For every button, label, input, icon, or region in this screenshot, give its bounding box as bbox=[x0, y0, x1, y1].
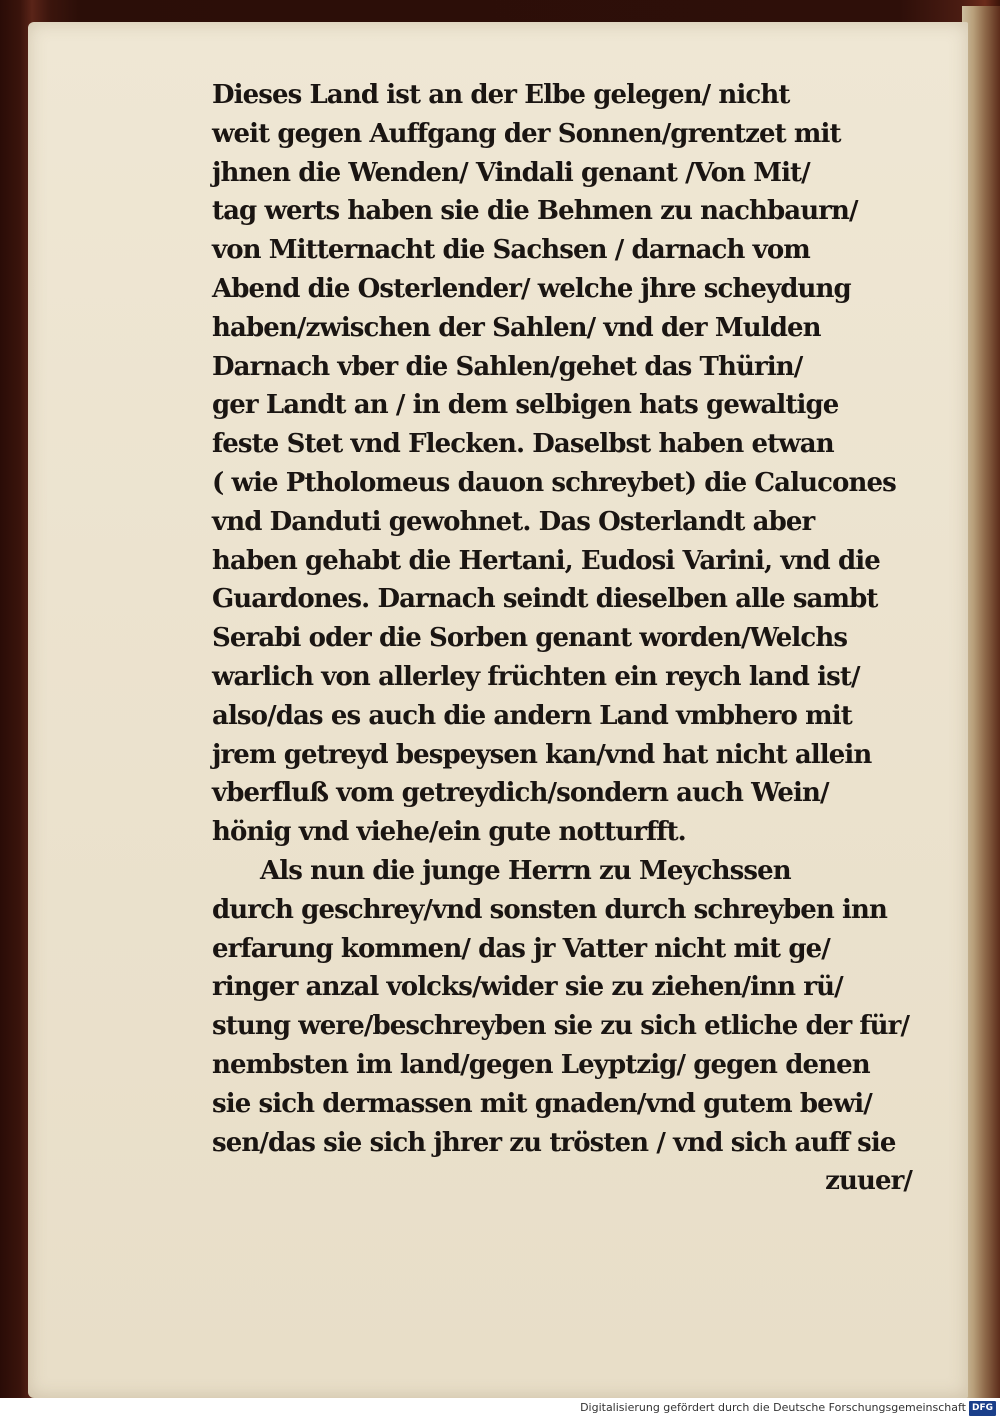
text-line: sie sich dermassen mit gnaden/vnd gutem bewi/ bbox=[212, 1088, 872, 1119]
footer-bar bbox=[0, 1398, 1000, 1420]
text-line: hönig vnd viehe/ein gute notturfft. bbox=[212, 817, 686, 848]
text-line: erfarung kommen/ das jr Vatter nicht mit ge/ bbox=[212, 933, 830, 964]
text-line: vnd Danduti gewohnet. Das Osterlandt aber bbox=[212, 506, 815, 537]
text-line: Dieses Land ist an der Elbe gelegen/ nicht bbox=[212, 80, 790, 110]
text-line: sen/das sie sich jhrer zu trösten / vnd sich auff sie bbox=[212, 1127, 896, 1158]
text-line: haben gehabt die Hertani, Eudosi Varini, vnd die bbox=[212, 545, 880, 576]
text-line: Serabi oder die Sorben genant worden/Welchs bbox=[212, 623, 848, 654]
text-line: ( wie Ptholomeus dauon schreybet) die Calucones bbox=[212, 467, 896, 498]
text-line: von Mitternacht die Sachsen / darnach vom bbox=[212, 235, 810, 266]
text-line: jhnen die Wenden/ Vindali genant /Von Mit/ bbox=[212, 157, 810, 188]
text-line: warlich von allerley früchten ein reych land ist/ bbox=[212, 661, 860, 692]
text-line: ringer anzal volcks/wider sie zu ziehen/inn rü/ bbox=[212, 972, 843, 1003]
text-line: haben/zwischen der Sahlen/ vnd der Mulden bbox=[212, 312, 821, 343]
text-line: weit gegen Auffgang der Sonnen/grentzet mit bbox=[212, 118, 841, 149]
text-line: Guardones. Darnach seindt dieselben alle sambt bbox=[212, 584, 878, 615]
text-line: Darnach vber die Sahlen/gehet das Thürin/ bbox=[212, 351, 803, 382]
text-line: Als nun die junge Herrn zu Meychssen bbox=[260, 855, 791, 886]
catchword: zuuer/ bbox=[825, 1166, 912, 1197]
text-line: feste Stet vnd Flecken. Daselbst haben etwan bbox=[212, 429, 834, 460]
text-line: Abend die Osterlender/ welche jhre scheydung bbox=[212, 273, 851, 304]
text-line: nembsten im land/gegen Leyptzig/ gegen denen bbox=[212, 1049, 870, 1080]
funding-credit: Digitalisierung gefördert durch die Deutsche Forschungsgemeinschaft bbox=[580, 1401, 966, 1414]
text-line: ger Landt an / in dem selbigen hats gewaltige bbox=[212, 390, 839, 421]
text-line: durch geschrey/vnd sonsten durch schreyben inn bbox=[212, 894, 888, 925]
body-text bbox=[212, 76, 952, 1201]
text-line: stung were/beschreyben sie zu sich etliche der für/ bbox=[212, 1011, 910, 1042]
text-line: vberfluß vom getreydich/sondern auch Wein/ bbox=[212, 778, 829, 809]
dfg-logo: DFG bbox=[969, 1401, 996, 1416]
text-line: tag werts haben sie die Behmen zu nachbaurn/ bbox=[212, 196, 858, 227]
paper-page bbox=[28, 22, 968, 1398]
text-line: jrem getreyd bespeysen kan/vnd hat nicht allein bbox=[212, 739, 872, 770]
text-line: also/das es auch die andern Land vmbhero mit bbox=[212, 700, 852, 731]
